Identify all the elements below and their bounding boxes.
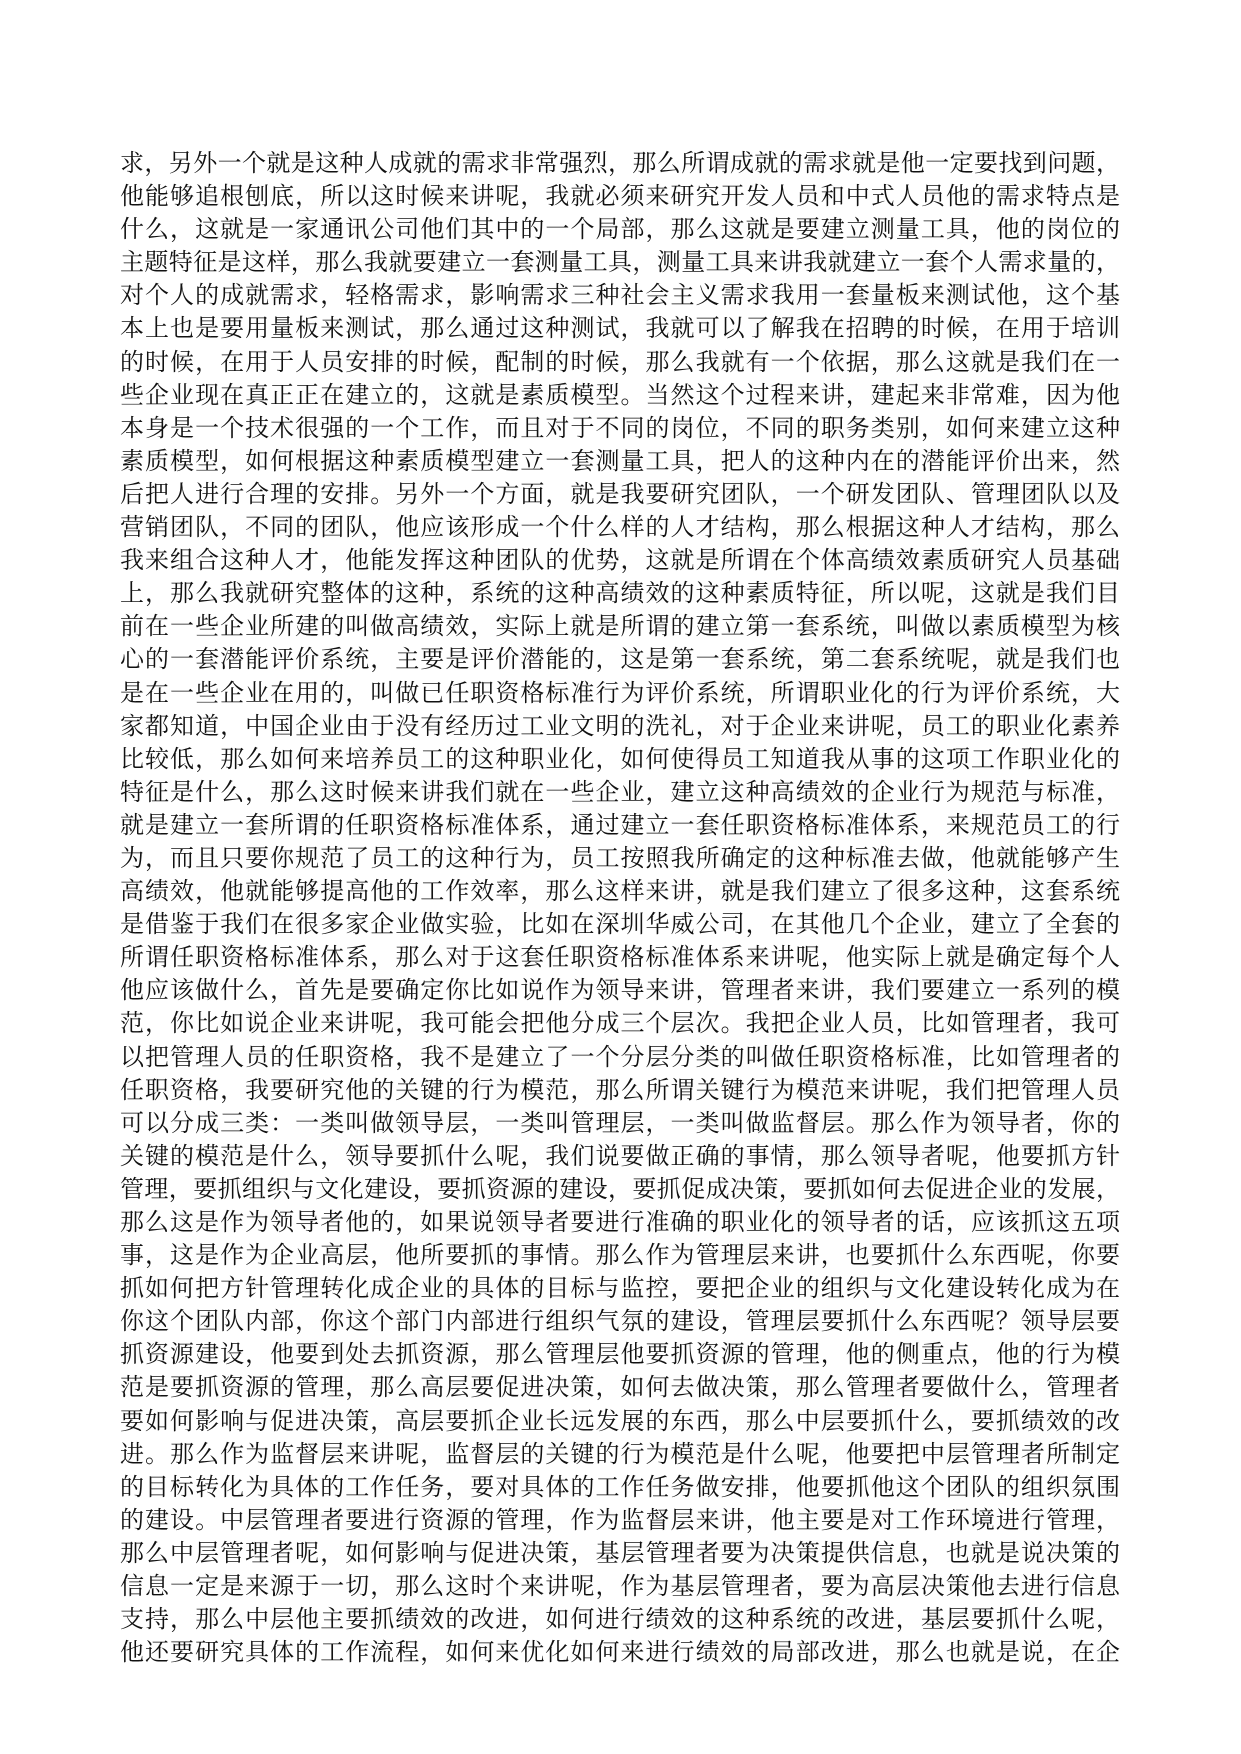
text-line: 营销团队，不同的团队，他应该形成一个什么样的人才结构，那么根据这种人才结构，那么 (120, 513, 1120, 542)
text-line: 是在一些企业在用的，叫做已任职资格标准行为评价系统，所谓职业化的行为评价系统，大 (120, 678, 1120, 707)
text-line: 信息一定是来源于一切，那么这时个来讲呢，作为基层管理者，要为高层决策他去进行信息 (120, 1572, 1120, 1601)
text-line: 对个人的成就需求，轻格需求，影响需求三种社会主义需求我用一套量板来测试他，这个基 (120, 281, 1120, 310)
text-line: 抓资源建设，他要到处去抓资源，那么管理层他要抓资源的管理，他的侧重点，他的行为模 (120, 1340, 1120, 1369)
text-line: 些企业现在真正正在建立的，这就是素质模型。当然这个过程来讲，建起来非常难，因为他 (120, 380, 1120, 409)
text-line: 要如何影响与促进决策，高层要抓企业长远发展的东西，那么中层要抓什么，要抓绩效的改 (120, 1406, 1120, 1435)
text-line: 的建设。中层管理者要进行资源的管理，作为监督层来讲，他主要是对工作环境进行管理， (120, 1505, 1120, 1534)
text-line: 比较低，那么如何来培养员工的这种职业化，如何使得员工知道我从事的这项工作职业化的 (120, 744, 1120, 773)
body-text (120, 147, 1120, 1669)
text-line: 心的一套潜能评价系统，主要是评价潜能的，这是第一套系统，第二套系统呢，就是我们也 (120, 645, 1120, 674)
text-line: 的目标转化为具体的工作任务，要对具体的工作任务做安排，他要抓他这个团队的组织氛围 (120, 1472, 1120, 1501)
text-line: 以把管理人员的任职资格，我不是建立了一个分层分类的叫做任职资格标准，比如管理者的 (120, 1042, 1120, 1071)
text-line: 家都知道，中国企业由于没有经历过工业文明的洗礼，对于企业来讲呢，员工的职业化素养 (120, 711, 1120, 740)
text-line: 关键的模范是什么，领导要抓什么呢，我们说要做正确的事情，那么领导者呢，他要抓方针 (120, 1141, 1120, 1170)
text-line: 的时候，在用于人员安排的时候，配制的时候，那么我就有一个依据，那么这就是我们在一 (120, 347, 1120, 376)
text-line: 特征是什么，那么这时候来讲我们就在一些企业，建立这种高绩效的企业行为规范与标准， (120, 777, 1120, 806)
text-line: 他应该做什么，首先是要确定你比如说作为领导来讲，管理者来讲，我们要建立一系列的模 (120, 976, 1120, 1005)
text-line: 范，你比如说企业来讲呢，我可能会把他分成三个层次。我把企业人员，比如管理者，我可 (120, 1009, 1120, 1038)
text-line: 范是要抓资源的管理，那么高层要促进决策，如何去做决策，那么管理者要做什么，管理者 (120, 1373, 1120, 1402)
text-line: 是借鉴于我们在很多家企业做实验，比如在深圳华威公司，在其他几个企业，建立了全套的 (120, 910, 1120, 939)
text-line: 我来组合这种人才，他能发挥这种团队的优势，这就是所谓在个体高绩效素质研究人员基础 (120, 546, 1120, 575)
text-line: 他能够追根刨底，所以这时候来讲呢，我就必须来研究开发人员和中式人员他的需求特点是 (120, 182, 1120, 211)
text-line: 后把人进行合理的安排。另外一个方面，就是我要研究团队，一个研发团队、管理团队以及 (120, 479, 1120, 508)
text-line: 他还要研究具体的工作流程，如何来优化如何来进行绩效的局部改进，那么也就是说，在企 (120, 1638, 1120, 1667)
text-line: 主题特征是这样，那么我就要建立一套测量工具，测量工具来讲我就建立一套个人需求量的， (120, 248, 1120, 277)
text-line: 任职资格，我要研究他的关键的行为模范，那么所谓关键行为模范来讲呢，我们把管理人员 (120, 1075, 1120, 1104)
text-line: 你这个团队内部，你这个部门内部进行组织气氛的建设，管理层要抓什么东西呢？领导层要 (120, 1307, 1120, 1336)
text-line: 为，而且只要你规范了员工的这种行为，员工按照我所确定的这种标准去做，他就能够产生 (120, 843, 1120, 872)
text-line: 上，那么我就研究整体的这种，系统的这种高绩效的这种素质特征，所以呢，这就是我们目 (120, 579, 1120, 608)
text-line: 求，另外一个就是这种人成就的需求非常强烈，那么所谓成就的需求就是他一定要找到问题， (120, 149, 1120, 177)
text-line: 就是建立一套所谓的任职资格标准体系，通过建立一套任职资格标准体系，来规范员工的行 (120, 810, 1120, 839)
text-line: 素质模型，如何根据这种素质模型建立一套测量工具，把人的这种内在的潜能评价出来，然 (120, 446, 1120, 475)
text-line: 本上也是要用量板来测试，那么通过这种测试，我就可以了解我在招聘的时候，在用于培训 (120, 314, 1120, 343)
text-line: 抓如何把方针管理转化成企业的具体的目标与监控，要把企业的组织与文化建设转化成为在 (120, 1274, 1120, 1303)
text-line: 那么这是作为领导者他的，如果说领导者要进行准确的职业化的领导者的话，应该抓这五项 (120, 1208, 1120, 1236)
text-line: 所谓任职资格标准体系，那么对于这套任职资格标准体系来讲呢，他实际上就是确定每个人 (120, 943, 1120, 972)
text-line: 管理，要抓组织与文化建设，要抓资源的建设，要抓促成决策，要抓如何去促进企业的发展， (120, 1174, 1120, 1203)
text-line: 可以分成三类：一类叫做领导层，一类叫管理层，一类叫做监督层。那么作为领导者，你的 (120, 1108, 1120, 1137)
text-line: 高绩效，他就能够提高他的工作效率，那么这样来讲，就是我们建立了很多这种，这套系统 (120, 877, 1120, 906)
text-line: 前在一些企业所建的叫做高绩效，实际上就是所谓的建立第一套系统，叫做以素质模型为核 (120, 612, 1120, 641)
text-line: 本身是一个技术很强的一个工作，而且对于不同的岗位，不同的职务类别，如何来建立这种 (120, 413, 1120, 442)
text-line: 那么中层管理者呢，如何影响与促进决策，基层管理者要为决策提供信息，也就是说决策的 (120, 1538, 1120, 1567)
text-line: 进。那么作为监督层来讲呢，监督层的关键的行为模范是什么呢，他要把中层管理者所制定 (120, 1439, 1120, 1468)
text-line: 事，这是作为企业高层，他所要抓的事情。那么作为管理层来讲，也要抓什么东西呢，你要 (120, 1241, 1120, 1270)
text-line: 支持，那么中层他主要抓绩效的改进，如何进行绩效的这种系统的改进，基层要抓什么呢， (120, 1605, 1120, 1634)
text-line: 什么，这就是一家通讯公司他们其中的一个局部，那么这就是要建立测量工具，他的岗位的 (120, 215, 1120, 244)
